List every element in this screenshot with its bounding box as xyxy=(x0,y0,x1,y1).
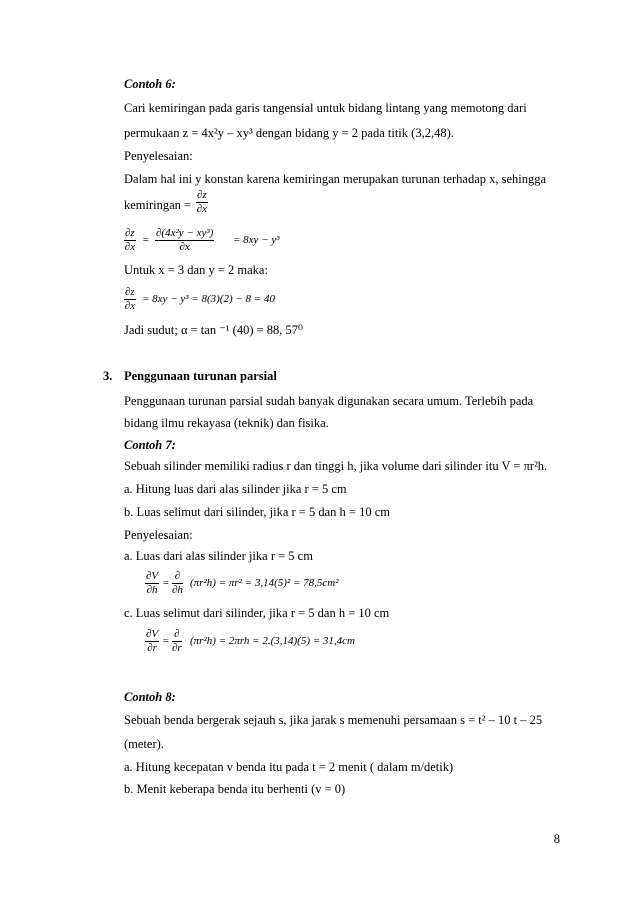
eqa-frac1-num: ∂V xyxy=(146,570,159,582)
contoh6-title: Contoh 6: xyxy=(124,77,176,91)
eq1-mid-fraction xyxy=(155,227,214,254)
section3-number: 3. xyxy=(103,369,113,383)
contoh8-item-b: b. Menit keberapa benda itu berhenti (v = 0) xyxy=(124,782,346,796)
contoh8-title: Contoh 8: xyxy=(124,690,176,704)
section3-para2: bidang ilmu rekayasa (teknik) dan fisika. xyxy=(124,416,329,430)
eqc-frac1-num: ∂V xyxy=(146,628,159,640)
eq1-mid-num: ∂(4x²y − xy³) xyxy=(156,227,214,239)
slope-denominator: ∂x xyxy=(196,203,208,215)
eqc-frac2 xyxy=(172,628,182,655)
eqa-frac1 xyxy=(145,570,159,597)
eq2-lhs-num: ∂z xyxy=(125,286,135,298)
eqa-frac2-den: ∂h xyxy=(172,584,183,596)
kemiringan-label: kemiringan = xyxy=(124,198,192,212)
eq1-equals: = xyxy=(142,234,150,246)
eqc-frac2-den: ∂r xyxy=(172,642,182,654)
contoh6-line2: permukaan z = 4x²y – xy³ dengan bidang y = 2 pada titik (3,2,48). xyxy=(124,126,454,140)
eq1-lhs-den: ∂x xyxy=(124,241,136,253)
eq1-mid-den: ∂x xyxy=(179,241,190,253)
eqa-frac2 xyxy=(172,570,183,597)
contoh7-sol-c: c. Luas selimut dari silinder, jika r = 5 dan h = 10 cm xyxy=(124,606,390,620)
contoh7-line1: Sebuah silinder memiliki radius r dan tinggi h, jika volume dari silinder itu V = πr²h. xyxy=(124,459,548,473)
eq1-lhs-fraction xyxy=(124,227,136,254)
eqc-frac1 xyxy=(145,628,159,655)
sudut-line: Jadi sudut; α = tan ⁻¹ (40) = 88, 57⁰ xyxy=(124,323,304,337)
section3-para1: Penggunaan turunan parsial sudah banyak digunakan secara umum. Terlebih pada xyxy=(124,394,534,408)
contoh7-sol-a: a. Luas dari alas silinder jika r = 5 cm xyxy=(124,549,313,563)
eqa-frac2-num: ∂ xyxy=(172,570,183,584)
eqc-equals: = xyxy=(162,635,170,647)
eqa-rhs: (πr²h) = πr² = 3,14(5)² = 78,5cm² xyxy=(190,577,339,589)
contoh6-solution-label: Penyelesaian: xyxy=(124,149,193,163)
contoh7-item-a: a. Hitung luas dari alas silinder jika r = 5 cm xyxy=(124,482,347,496)
eqc-frac1-den: ∂r xyxy=(147,642,157,654)
contoh7-title: Contoh 7: xyxy=(124,438,176,452)
contoh7-solution-label: Penyelesaian: xyxy=(124,528,193,542)
slope-fraction xyxy=(196,189,208,216)
eq2-rhs: = 8xy − y³ = 8(3)(2) − 8 = 40 xyxy=(142,293,275,305)
slope-numerator: ∂z xyxy=(197,189,207,201)
page-number: 8 xyxy=(553,832,560,846)
section3-title: Penggunaan turunan parsial xyxy=(124,369,277,383)
eq2-lhs-fraction xyxy=(124,286,136,313)
eqa-equals: = xyxy=(162,577,170,589)
eq2-lhs-den: ∂x xyxy=(124,300,136,312)
contoh8-item-a: a. Hitung kecepatan v benda itu pada t = 2 menit ( dalam m/detik) xyxy=(124,760,454,774)
contoh8-line2: (meter). xyxy=(124,737,164,751)
contoh8-line1: Sebuah benda bergerak sejauh s, jika jarak s memenuhi persamaan s = t² – 10 t – 25 xyxy=(124,713,543,727)
contoh6-line1: Cari kemiringan pada garis tangensial untuk bidang lintang yang memotong dari xyxy=(124,101,527,115)
eq1-lhs-num: ∂z xyxy=(125,227,135,239)
contoh6-line3: Dalam hal ini y konstan karena kemiringan merupakan turunan terhadap x, sehingga xyxy=(124,172,547,186)
eq1-rhs: = 8xy − y³ xyxy=(233,234,280,246)
contoh7-item-b: b. Luas selimut dari silinder, jika r = 5 dan h = 10 cm xyxy=(124,505,390,519)
untuk-line: Untuk x = 3 dan y = 2 maka: xyxy=(124,263,268,277)
eqc-rhs: (πr²h) = 2πrh = 2.(3,14)(5) = 31,4cm xyxy=(190,635,356,647)
eqc-frac2-num: ∂ xyxy=(172,628,182,642)
eqa-frac1-den: ∂h xyxy=(146,584,158,596)
